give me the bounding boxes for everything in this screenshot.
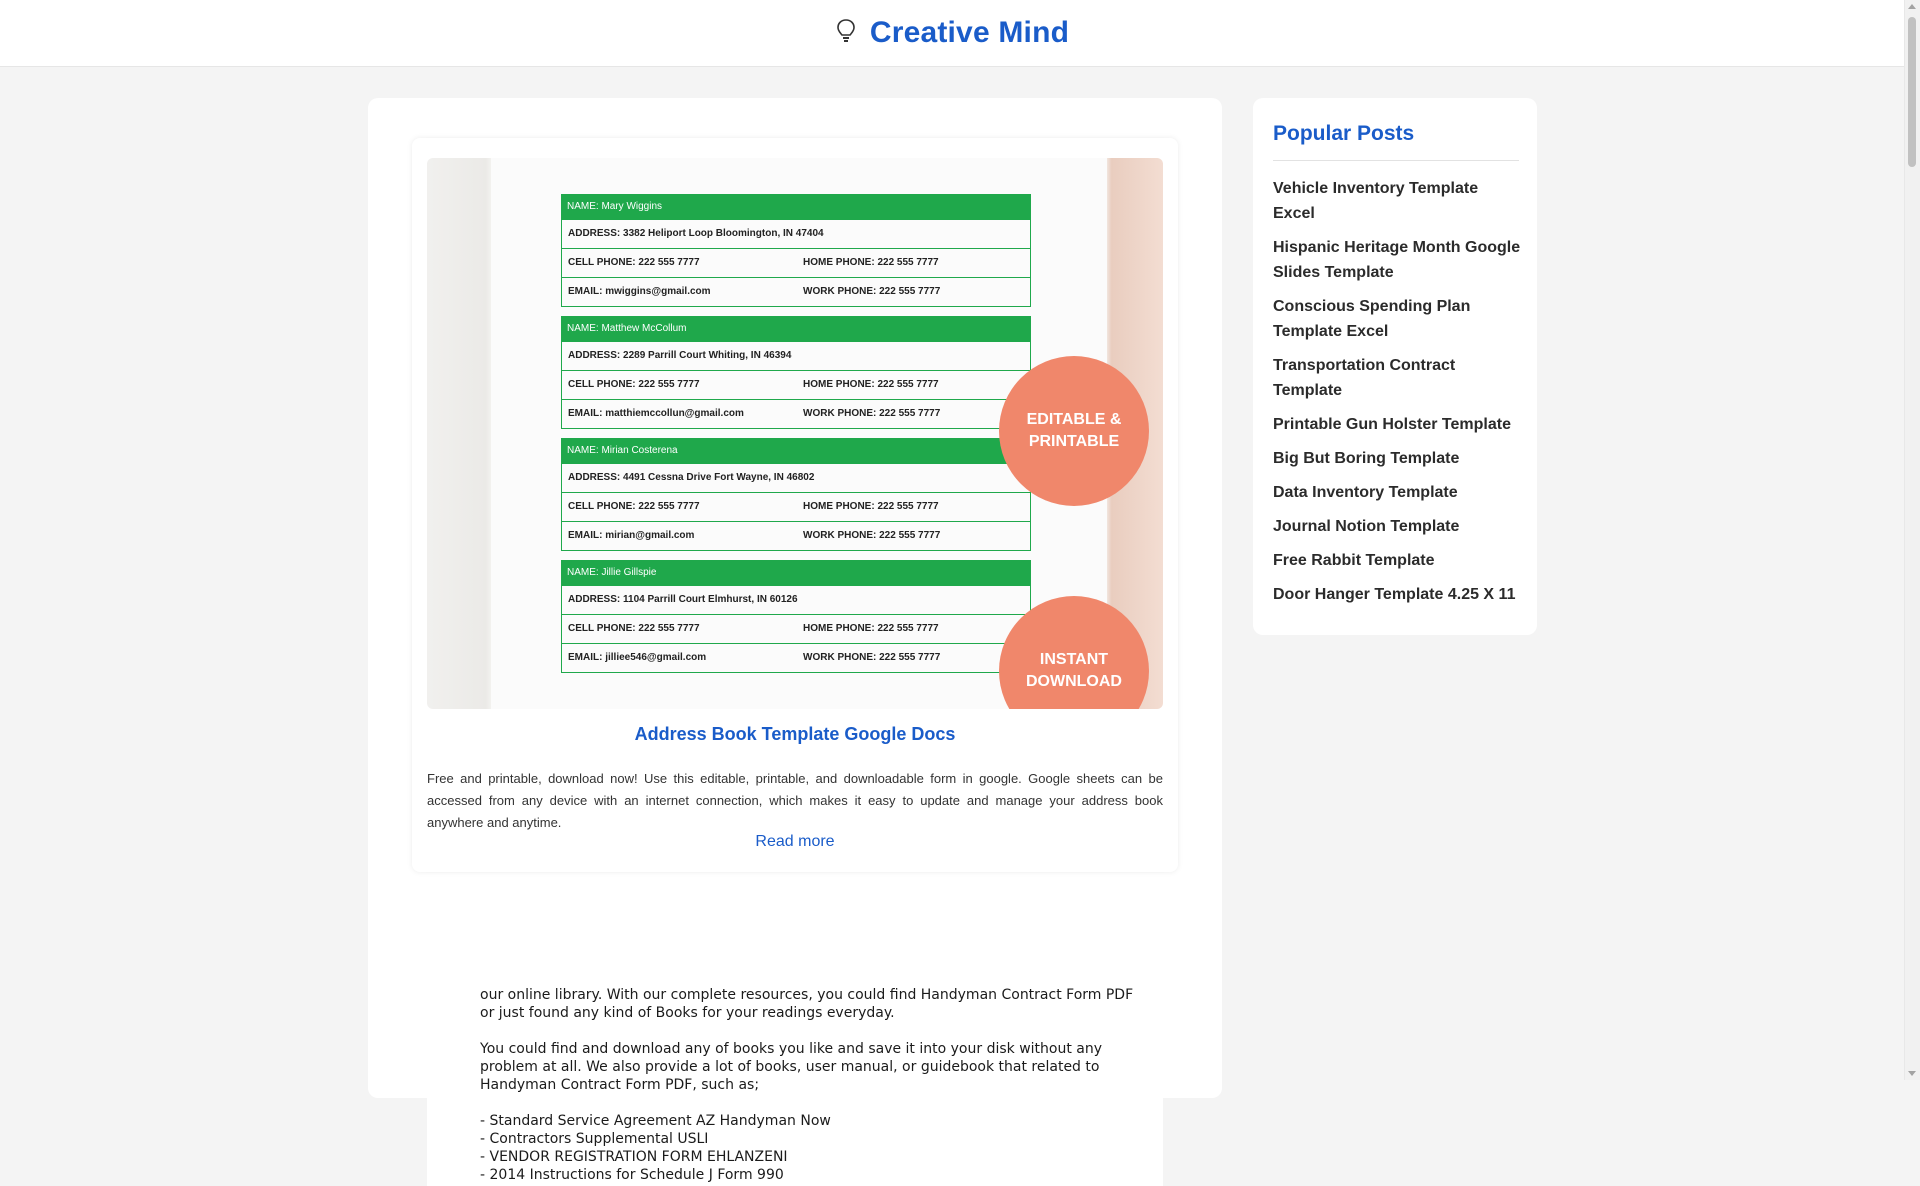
address-text: ADDRESS: 1104 Parrill Court Elmhurst, IN 60126 [568, 594, 798, 605]
contact-block [561, 438, 1031, 551]
editable-badge [999, 356, 1149, 506]
address-text: ADDRESS: 2289 Parrill Court Whiting, IN 46394 [568, 350, 792, 361]
lightbulb-icon [836, 18, 856, 49]
home-phone-text: HOME PHONE: 222 555 7777 [803, 379, 939, 390]
main-content [368, 98, 1222, 1183]
doc-bullet: - Contractors Supplemental USLI [480, 1131, 709, 1147]
badge-line: INSTANT [1039, 651, 1109, 668]
contact-address [561, 464, 1031, 493]
popular-post-link[interactable]: Free Rabbit Template [1273, 552, 1435, 569]
home-phone-text: HOME PHONE: 222 555 7777 [803, 257, 939, 268]
cell-phone-text: CELL PHONE: 222 555 7777 [568, 379, 700, 390]
post-excerpt: Free and printable, download now! Use this editable, printable, and downloadable form in google. Google sheets can be accessed from any device with an internet connection, which makes it easy to update and manage your address book anywhere and anytime. [427, 771, 1163, 830]
popular-post-link[interactable]: Hispanic Heritage Month Google Slides Template [1273, 239, 1521, 281]
doc-line: problem at all. We also provide a lot of books, user manual, or guidebook that related to [480, 1059, 1100, 1075]
scroll-down-arrow-icon[interactable] [1908, 1071, 1916, 1076]
email-text: EMAIL: mwiggins@gmail.com [568, 286, 711, 297]
email-text: EMAIL: jilliee546@gmail.com [568, 652, 707, 663]
contact-name: NAME: Mirian Costerena [561, 438, 1031, 464]
contact-name: NAME: Matthew McCollum [561, 316, 1031, 342]
popular-post-link[interactable]: Vehicle Inventory Template Excel [1273, 180, 1479, 222]
popular-post-link[interactable]: Big But Boring Template [1273, 450, 1460, 467]
divider [1273, 160, 1519, 161]
doc-bullet: - 2014 Instructions for Schedule J Form 990 [480, 1167, 784, 1183]
post-thumbnail[interactable] [427, 158, 1163, 709]
popular-posts-widget [1253, 98, 1537, 635]
badge-line: DOWNLOAD [1026, 673, 1122, 690]
site-title: Creative Mind [869, 16, 1070, 49]
contact-email-row [561, 644, 1031, 673]
popular-post-link[interactable]: Door Hanger Template 4.25 X 11 [1273, 586, 1516, 603]
scroll-thumb[interactable] [1908, 17, 1916, 167]
home-phone-text: HOME PHONE: 222 555 7777 [803, 623, 939, 634]
badge-line: PRINTABLE [1028, 433, 1120, 450]
doc-line: our online library. With our complete resources, you could find Handyman Contract Form PDF [480, 987, 1134, 1003]
contact-block [561, 194, 1031, 307]
address-text: ADDRESS: 4491 Cessna Drive Fort Wayne, IN 46802 [568, 472, 815, 483]
page-scrollbar[interactable] [1904, 0, 1920, 1080]
cell-phone-text: CELL PHONE: 222 555 7777 [568, 257, 700, 268]
read-more-link[interactable]: Read more [755, 833, 835, 850]
contact-phones [561, 615, 1031, 644]
post-title-link[interactable]: Address Book Template Google Docs [634, 724, 956, 744]
contact-phones [561, 371, 1031, 400]
work-phone-text: WORK PHONE: 222 555 7777 [803, 652, 941, 663]
contact-address [561, 586, 1031, 615]
contact-address [561, 342, 1031, 371]
address-text: ADDRESS: 3382 Heliport Loop Bloomington, IN 47404 [568, 228, 824, 239]
cell-phone-text: CELL PHONE: 222 555 7777 [568, 623, 700, 634]
widget-title: Popular Posts [1273, 122, 1415, 145]
doc-line: You could find and download any of books you like and save it into your disk without any [480, 1041, 1103, 1057]
contact-email-row [561, 522, 1031, 551]
contact-block [561, 560, 1031, 673]
home-phone-text: HOME PHONE: 222 555 7777 [803, 501, 939, 512]
post-thumbnail-2[interactable] [427, 986, 1163, 1186]
document-text [480, 986, 1133, 1184]
doc-line: or just found any kind of Books for your readings everyday. [480, 1005, 895, 1021]
popular-post-link[interactable]: Transportation Contract Template [1273, 357, 1456, 399]
contact-phones [561, 249, 1031, 278]
work-phone-text: WORK PHONE: 222 555 7777 [803, 530, 941, 541]
doc-bullet: - VENDOR REGISTRATION FORM EHLANZENI [480, 1149, 788, 1165]
email-text: EMAIL: matthiemccollun@gmail.com [568, 408, 744, 419]
contact-name: NAME: Jillie Gillspie [561, 560, 1031, 586]
post-card [412, 138, 1178, 872]
work-phone-text: WORK PHONE: 222 555 7777 [803, 408, 941, 419]
site-brand-link[interactable] [836, 16, 1069, 50]
work-phone-text: WORK PHONE: 222 555 7777 [803, 286, 941, 297]
cell-phone-text: CELL PHONE: 222 555 7777 [568, 501, 700, 512]
email-text: EMAIL: mirian@gmail.com [568, 530, 695, 541]
contact-block [561, 316, 1031, 429]
contact-email-row [561, 278, 1031, 307]
scroll-up-arrow-icon[interactable] [1908, 4, 1916, 9]
popular-post-link[interactable]: Data Inventory Template [1273, 484, 1458, 501]
contact-address [561, 220, 1031, 249]
popular-post-link[interactable]: Printable Gun Holster Template [1273, 416, 1511, 433]
popular-posts-list [1273, 176, 1523, 616]
badge-line: EDITABLE & [1026, 411, 1122, 428]
contact-phones [561, 493, 1031, 522]
popular-post-link[interactable]: Journal Notion Template [1273, 518, 1460, 535]
popular-post-link[interactable]: Conscious Spending Plan Template Excel [1273, 298, 1471, 340]
site-header [0, 0, 1905, 67]
contact-email-row [561, 400, 1031, 429]
doc-bullet: - Standard Service Agreement AZ Handyman Now [480, 1113, 831, 1129]
doc-line: Handyman Contract Form PDF, such as; [480, 1077, 760, 1093]
contact-name: NAME: Mary Wiggins [561, 194, 1031, 220]
